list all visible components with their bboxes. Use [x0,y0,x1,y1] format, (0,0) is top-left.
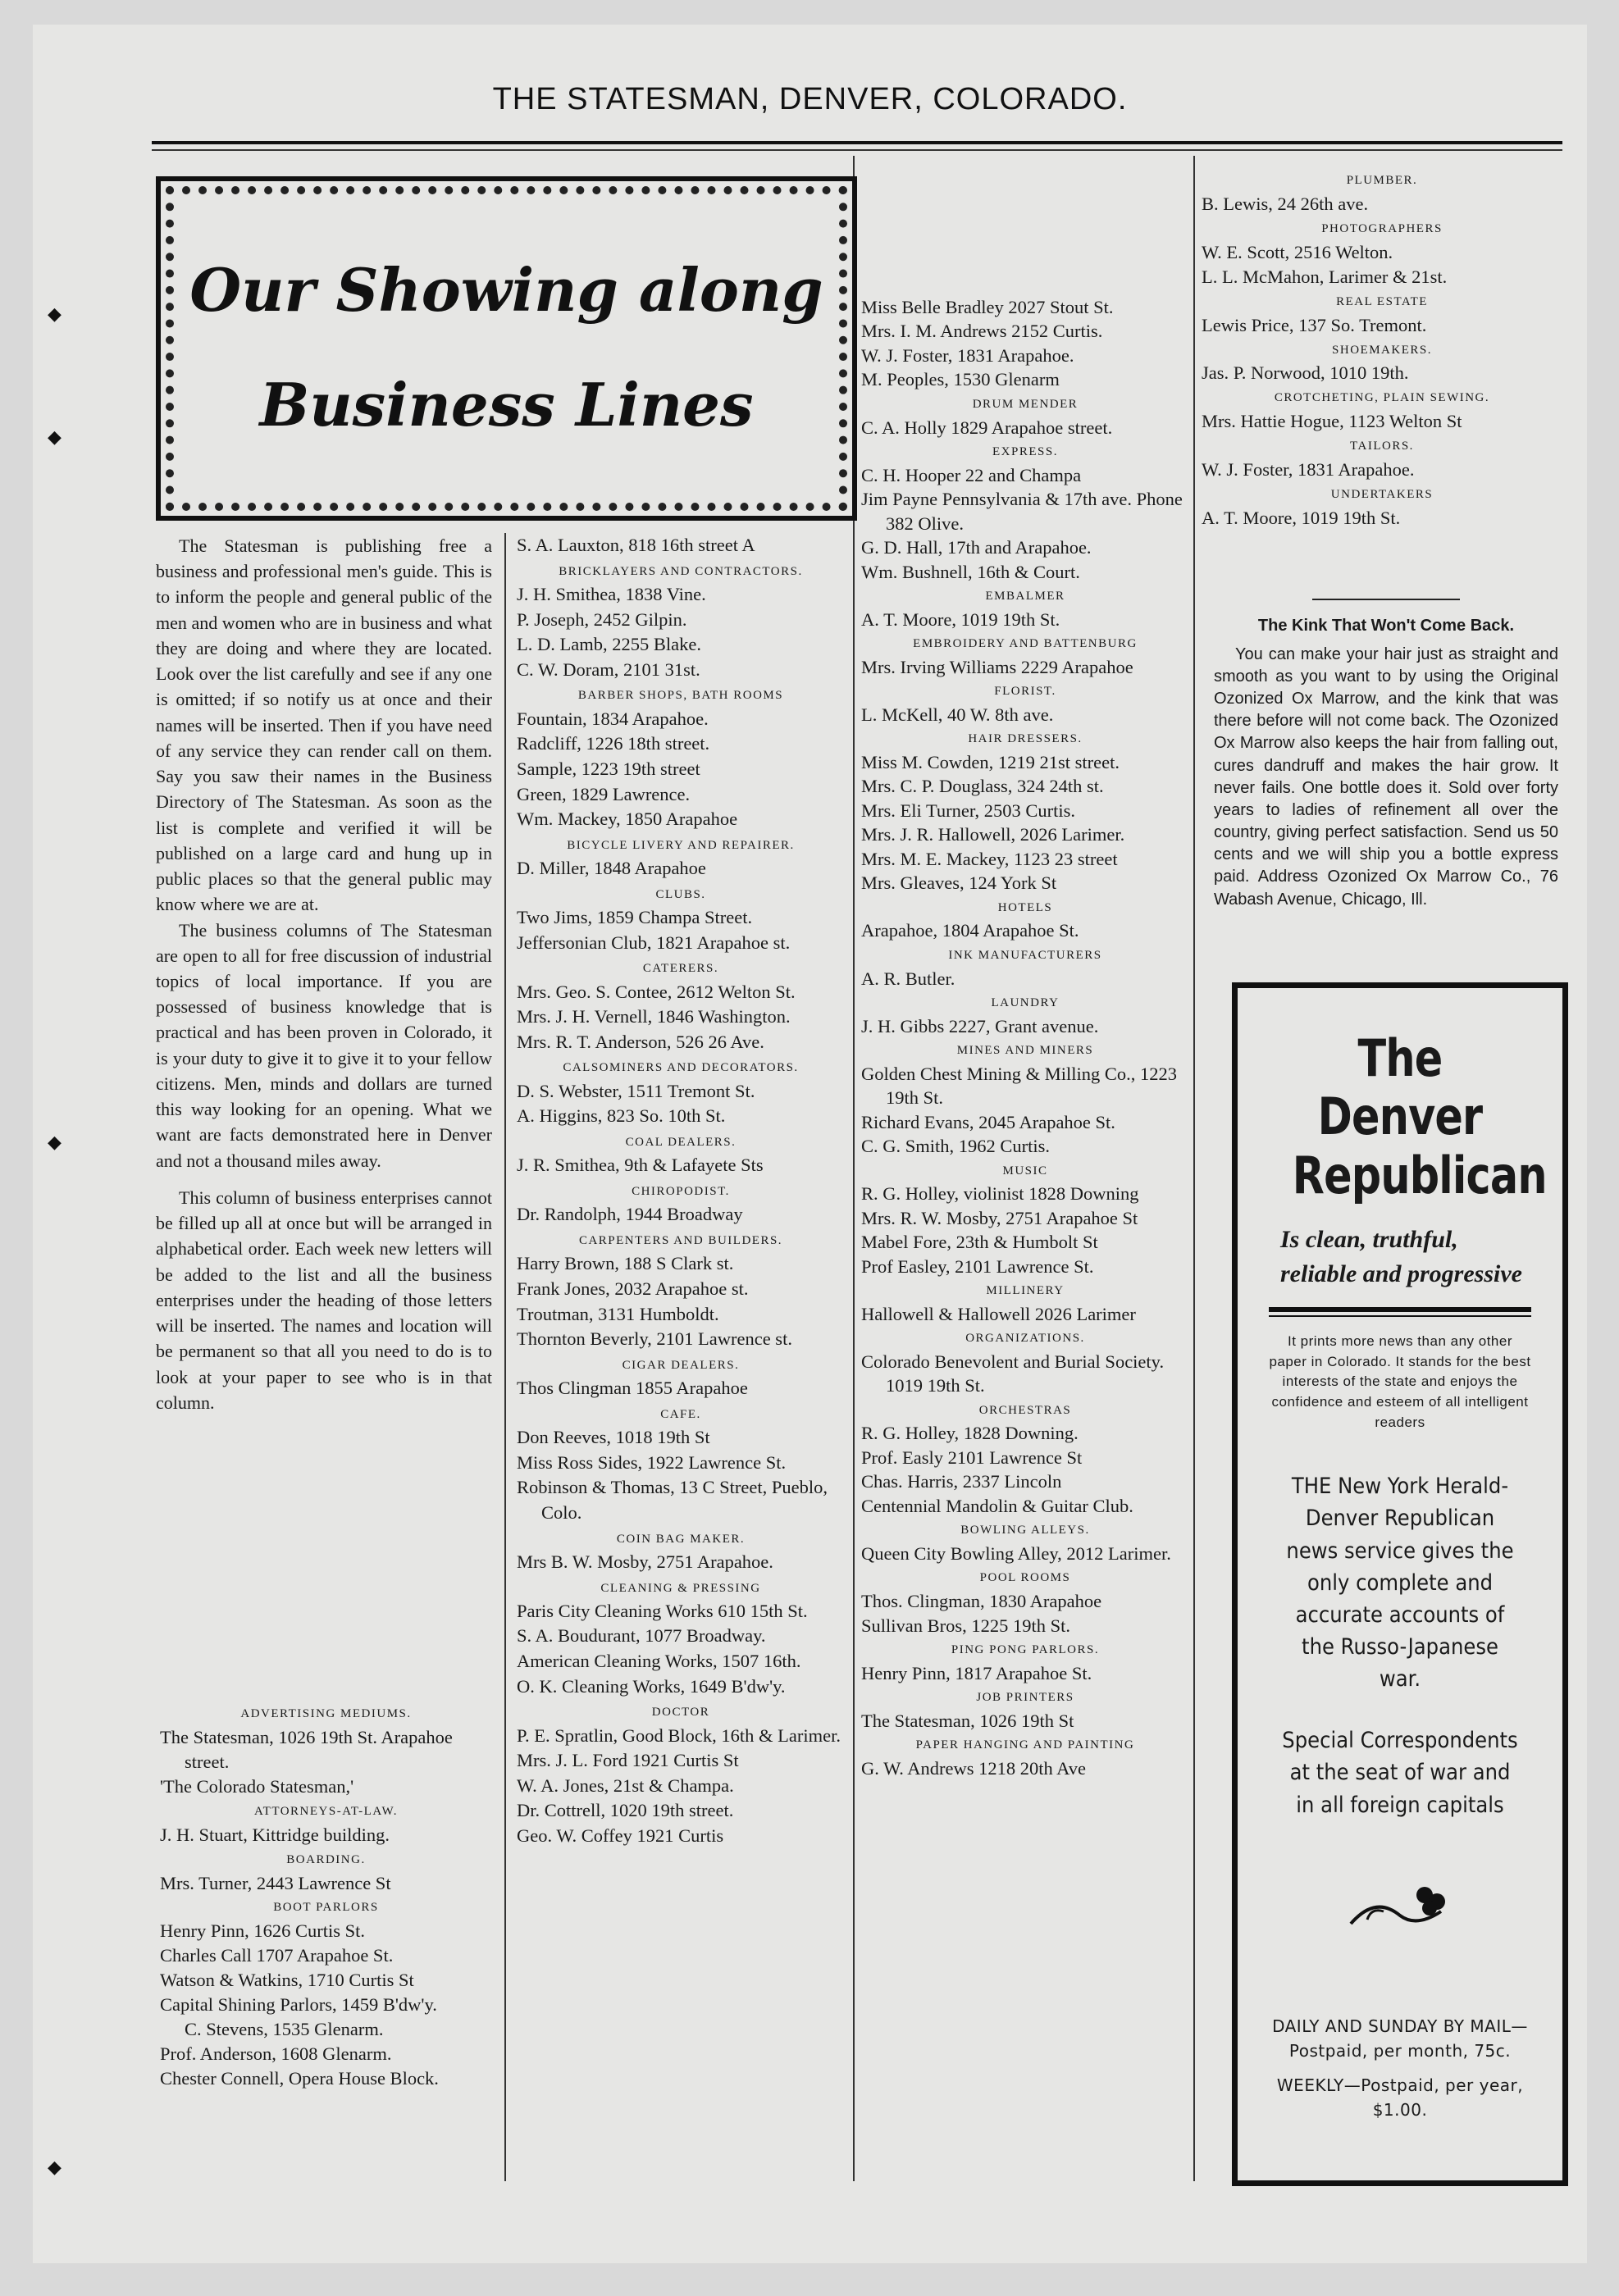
category-heading: EMBROIDERY AND BATTENBURG [913,637,1138,651]
directory-entry: Mrs. Irving Williams 2229 Arapahoe [861,656,1133,677]
directory-entry: Jim Payne Pennsylvania & 17th ave. Phone 382 Olive. [861,489,1183,534]
ad-news-service: THE New York Herald-Denver Republican news service gives the only complete and accurate accounts of the Russo-Japanese war. [1286,1474,1514,1692]
directory-entry: Radcliff, 1226 18th street. [517,733,710,754]
directory-entry: Robinson & Thomas, 13 C Street, Pueblo, Colo. [517,1477,828,1523]
directory-entry: Don Reeves, 1018 19th St [517,1427,710,1448]
directory-entry: W. E. Scott, 2516 Welton. [1202,241,1393,262]
category-heading: CIGAR DEALERS. [622,1358,740,1372]
directory-entry: O. K. Cleaning Works, 1649 B'dw'y. [517,1675,786,1697]
directory-entry: Mrs. Hattie Hogue, 1123 Welton St [1202,411,1462,432]
category-heading: UNDERTAKERS [1330,488,1434,502]
category-heading: DRUM MENDER [972,397,1079,411]
margin-bullet-icon: ◆ [48,1132,62,1152]
category-heading: ORCHESTRAS [978,1403,1072,1417]
divider [1312,599,1460,600]
category-heading: SHOEMAKERS. [1332,343,1432,357]
category-heading: CLUBS. [655,887,706,901]
directory-col1 [160,1702,492,2091]
category-heading: DOCTOR [651,1706,710,1720]
directory-entry: Two Jims, 1859 Champa Street. [517,907,753,928]
directory-entry: Green, 1829 Lawrence. [517,783,691,804]
directory-entry: Golden Chest Mining & Milling Co., 1223 19th St. [861,1063,1178,1109]
directory-entry: Mrs. Turner, 2443 Lawrence St [160,1872,391,1893]
margin-bullet-icon: ◆ [48,2157,62,2177]
category-heading: COAL DEALERS. [625,1136,737,1150]
masthead: THE STATESMAN, DENVER, COLORADO. [492,82,1128,116]
directory-entry: Henry Pinn, 1817 Arapahoe St. [861,1662,1092,1683]
directory-entry: W. J. Foster, 1831 Arapahoe. [861,344,1074,366]
category-heading: BICYCLE LIVERY AND REPAIRER. [567,838,795,852]
masthead-rule [152,141,1562,144]
directory-entry: J. H. Smithea, 1838 Vine. [517,583,706,604]
directory-entry: Richard Evans, 2045 Arapahoe St. [861,1111,1115,1132]
directory-col2 [517,533,845,1849]
directory-entry: W. J. Foster, 1831 Arapahoe. [1202,459,1415,481]
directory-entry: M. Peoples, 1530 Glenarm [861,369,1060,390]
directory-entry: Arapahoe, 1804 Arapahoe St. [861,920,1079,941]
directory-entry: Centennial Mandolin & Guitar Club. [861,1495,1133,1516]
category-heading: BOWLING ALLEYS. [960,1524,1090,1538]
kink-body: You can make your hair just as straight and smooth as you want to by using the Original Ozonized Ox Marrow, and the kink that was there before will not come back. The Ozonized Ox Marrow also keeps the hair from falling out, cures dandruff and makes the hair grow. It never fails. One bottle does it. Sold over forty years to ladies of refinement all over the country, giving perfect satisfaction. Send us 50 cents and we will ship you a bottle express paid. Address Ozonized Ox Marrow Co., 76 Wabash Avenue, Chicago, Ill. [1214,645,1558,909]
ad-title-line1: The Denver [1317,1028,1483,1147]
directory-entry: Mrs. Geo. S. Contee, 2612 Welton St. [517,981,796,1002]
directory-entry: L. McKell, 40 W. 8th ave. [861,704,1054,725]
directory-entry: D. S. Webster, 1511 Tremont St. [517,1080,755,1101]
directory-entry: The Statesman, 1026 19th St. Arapahoe street. [160,1726,453,1772]
directory-entry: Thos Clingman 1855 Arapahoe [517,1378,748,1399]
category-heading: FLORIST. [994,685,1056,699]
directory-entry: Mabel Fore, 23th & Humbolt St [861,1232,1098,1253]
category-heading: PING PONG PARLORS. [951,1643,1100,1656]
directory-entry: Harry Brown, 188 S Clark st. [517,1253,734,1274]
directory-entry: J. H. Stuart, Kittridge building. [160,1824,390,1845]
section-title-box [156,176,857,521]
directory-entry: Prof. Anderson, 1608 Glenarm. [160,2043,392,2064]
directory-entry: Hallowell & Hallowell 2026 Larimer [861,1303,1136,1324]
directory-entry: Wm. Mackey, 1850 Arapahoe [517,809,738,830]
denver-republican-ad [1232,982,1568,2186]
directory-entry: C. H. Hooper 22 and Champa [861,464,1082,485]
ad-correspondents: Special Correspondents at the seat of war and in all foreign capitals [1282,1728,1518,1818]
directory-entry: B. Lewis, 24 26th ave. [1202,193,1369,214]
directory-entry: G. D. Hall, 17th and Arapahoe. [861,537,1092,558]
directory-entry: G. W. Andrews 1218 20th Ave [861,1757,1086,1779]
directory-entry: J. H. Gibbs 2227, Grant avenue. [861,1015,1099,1036]
directory-entry: Mrs. C. P. Douglass, 324 24th st. [861,776,1104,797]
directory-entry: C. G. Smith, 1962 Curtis. [861,1136,1051,1157]
directory-entry: P. E. Spratlin, Good Block, 16th & Larimer. [517,1724,841,1746]
directory-entry: Dr. Cottrell, 1020 19th street. [517,1800,734,1821]
directory-entry: Mrs. R. W. Mosby, 2751 Arapahoe St [861,1207,1138,1228]
directory-entry: Frank Jones, 2032 Arapahoe st. [517,1278,749,1299]
category-heading: EMBALMER [985,589,1065,603]
section-title-line2: Business Lines [259,370,754,440]
directory-entry: 'The Colorado Statesman,' [160,1775,354,1797]
category-heading: HAIR DRESSERS. [968,732,1083,746]
directory-entry: American Cleaning Works, 1507 16th. [517,1651,801,1672]
category-heading: CARPENTERS AND BUILDERS. [578,1234,783,1247]
directory-entry: Thornton Beverly, 2101 Lawrence st. [517,1328,792,1350]
directory-entry: Paris City Cleaning Works 610 15th St. [517,1600,808,1621]
directory-entry: C. A. Holly 1829 Arapahoe street. [861,417,1113,438]
directory-entry: A. T. Moore, 1019 19th St. [1202,508,1401,529]
directory-entry: C. Stevens, 1535 Glenarm. [185,2019,384,2040]
directory-entry: The Statesman, 1026 19th St [861,1710,1074,1731]
directory-entry: Dr. Randolph, 1944 Broadway [517,1204,743,1225]
directory-entry: Thos. Clingman, 1830 Arapahoe [861,1591,1102,1612]
directory-entry: Jeffersonian Club, 1821 Arapahoe st. [517,932,791,953]
directory-entry: L. D. Lamb, 2255 Blake. [517,634,701,655]
directory-entry: S. A. Lauxton, 818 16th street A [517,535,755,555]
category-heading: CALSOMINERS AND DECORATORS. [563,1061,799,1075]
directory-col3 [861,295,1189,1780]
category-heading: ORGANIZATIONS. [965,1332,1085,1346]
category-heading: JOB PRINTERS [976,1691,1074,1705]
category-heading: EXPRESS. [992,444,1058,458]
directory-entry: Mrs. R. T. Anderson, 526 26 Ave. [517,1031,764,1052]
directory-entry: S. A. Boudurant, 1077 Broadway. [517,1625,766,1647]
directory-entry: Mrs. I. M. Andrews 2152 Curtis. [861,321,1103,342]
directory-entry: Mrs B. W. Mosby, 2751 Arapahoe. [517,1551,773,1572]
directory-entry: Fountain, 1834 Arapahoe. [517,708,709,729]
category-heading: INK MANUFACTURERS [948,948,1102,962]
intro-paragraph: This column of business enterprises cannot be filled up all at once but will be arranged in alphabetical order. Each week new letters will be added to the list and all the business enterprises under the heading of those letters will be inserted. The names and location will be permanent so that all you need to do is to look at your paper to see who is in that column. [156,1187,492,1413]
kink-advertisement [1214,599,1558,911]
directory-entry: Miss Ross Sides, 1922 Lawrence St. [517,1451,787,1473]
category-heading: ATTORNEYS-AT-LAW. [253,1804,398,1818]
category-heading: BRICKLAYERS AND CONTRACTORS. [559,564,803,578]
directory-entry: P. Joseph, 2452 Gilpin. [517,608,687,630]
intro-column [156,533,492,1415]
category-heading: CROTCHETING, PLAIN SEWING. [1274,391,1490,405]
directory-entry: Wm. Bushnell, 16th & Court. [861,561,1080,582]
category-heading: LAUNDRY [991,995,1060,1009]
directory-entry: Chester Connell, Opera House Block. [160,2067,439,2089]
masthead-rule-thin [152,149,1562,151]
category-heading: TAILORS. [1350,440,1414,453]
directory-entry: A. Higgins, 823 So. 10th St. [517,1105,726,1127]
directory-entry: Charles Call 1707 Arapahoe St. [160,1945,394,1966]
directory-entry: Miss Belle Bradley 2027 Stout St. [861,297,1114,317]
directory-entry: Miss M. Cowden, 1219 21st street. [861,751,1120,772]
directory-entry: Prof. Easly 2101 Lawrence St [861,1446,1083,1468]
kink-title: The Kink That Won't Come Back. [1257,617,1515,635]
category-heading: BARBER SHOPS, BATH ROOMS [577,689,784,703]
ad-daily-price: DAILY AND SUNDAY BY MAIL—Postpaid, per month, 75c. [1272,2016,1528,2061]
intro-paragraph: The business columns of The Statesman are open to all for free discussion of industrial topics of local importance. If you are possessed of business knowledge that is practical and has been proven in Colorado, it is your duty to give it to give it to your fellow citizens. Men, minds and dollars are turned this way looking for an opening. What we want are facts demonstrated here in Denver and not a thousand miles away. [156,919,492,1171]
directory-entry: Watson & Watkins, 1710 Curtis St [160,1970,414,1991]
directory-entry: Prof Easley, 2101 Lawrence St. [861,1255,1094,1277]
clover-ornament-icon [1269,1879,1531,1940]
directory-entry: C. W. Doram, 2101 31st. [517,658,700,680]
directory-entry: Lewis Price, 137 So. Tremont. [1202,314,1427,335]
ad-rule-thin [1269,1315,1531,1317]
category-heading: MINES AND MINERS [956,1044,1094,1058]
directory-col4 [1202,168,1562,531]
category-heading: BOARDING. [286,1852,366,1866]
directory-entry: Mrs. J. R. Hallowell, 2026 Larimer. [861,824,1125,845]
directory-entry: R. G. Holley, violinist 1828 Downing [861,1183,1139,1205]
category-heading: CLEANING & PRESSING [600,1581,761,1595]
section-title-line1: Our Showing along [189,255,823,325]
category-heading: CAFE. [660,1407,701,1421]
category-heading: MUSIC [1002,1164,1048,1178]
directory-entry: A. T. Moore, 1019 19th St. [861,608,1060,630]
directory-entry: Mrs. J. H. Vernell, 1846 Washington. [517,1006,791,1027]
category-heading: REAL ESTATE [1336,294,1428,308]
directory-entry: Colorado Benevolent and Burial Society. 1019 19th St. [861,1351,1165,1396]
intro-paragraph: The Statesman is publishing free a business and professional men's guide. This is to inform the people and general public of the men and women who are in business and what they are doing and where they are located. Look over the list carefully and see if any one is omitted; if so notify us at once and their names will be inserted. Then if you have need of any service they can render call on them. Say you saw their names in the Business Directory of The Statesman. As soon as the list is complete and verified it will be published on a large card and hung up in public places so that the general public may know where we are at. [156,535,492,915]
directory-entry: Chas. Harris, 2337 Lincoln [861,1471,1062,1492]
category-heading: COIN BAG MAKER. [616,1532,746,1546]
directory-entry: Capital Shining Parlors, 1459 B'dw'y. [160,1994,437,2016]
directory-entry: Troutman, 3131 Humboldt. [517,1303,719,1324]
directory-entry: W. A. Jones, 21st & Champa. [517,1774,734,1796]
category-heading: MILLINERY [986,1284,1065,1298]
ad-weekly-price: WEEKLY—Postpaid, per year, $1.00. [1276,2075,1524,2120]
column-rule [1193,156,1195,2181]
ad-blurb: It prints more news than any other paper in Colorado. It stands for the best interests of the state and enjoys the confidence and esteem of all intelligent readers [1269,1333,1531,1430]
directory-entry: Mrs. Eli Turner, 2503 Curtis. [861,800,1076,821]
directory-entry: D. Miller, 1848 Arapahoe [517,858,706,879]
directory-entry: Mrs. J. L. Ford 1921 Curtis St [517,1750,739,1771]
ad-title-line2: Republican [1292,1145,1547,1205]
directory-entry: L. L. McMahon, Larimer & 21st. [1202,266,1448,287]
category-heading: ADVERTISING MEDIUMS. [240,1707,412,1720]
margin-bullet-icon: ◆ [48,303,62,324]
category-heading: PHOTOGRAPHERS [1321,221,1443,235]
margin-bullet-icon: ◆ [48,426,62,447]
directory-entry: J. R. Smithea, 9th & Lafayete Sts [517,1155,764,1176]
directory-entry: Geo. W. Coffey 1921 Curtis [517,1825,724,1847]
directory-entry: Henry Pinn, 1626 Curtis St. [160,1920,366,1942]
directory-entry: Jas. P. Norwood, 1010 19th. [1202,362,1409,384]
category-heading: PLUMBER. [1346,174,1418,187]
category-heading: PAPER HANGING AND PAINTING [915,1738,1135,1752]
column-rule [504,533,506,2181]
category-heading: BOOT PARLORS [273,1901,379,1915]
ad-rule [1269,1307,1531,1312]
directory-entry: Sullivan Bros, 1225 19th St. [861,1615,1071,1636]
category-heading: CATERERS. [642,962,719,976]
category-heading: HOTELS [997,900,1053,914]
directory-entry: Sample, 1223 19th street [517,758,700,779]
category-heading: CHIROPODIST. [632,1185,730,1199]
ad-subtitle: Is clean, truthful, reliable and progressive [1280,1225,1522,1288]
category-heading: POOL ROOMS [979,1571,1071,1585]
directory-entry: Mrs. Gleaves, 124 York St [861,872,1057,894]
newspaper-page [33,25,1587,2263]
directory-entry: A. R. Butler. [861,968,955,989]
directory-entry: Mrs. M. E. Mackey, 1123 23 street [861,848,1118,869]
directory-entry: Queen City Bowling Alley, 2012 Larimer. [861,1542,1171,1564]
directory-entry: R. G. Holley, 1828 Downing. [861,1423,1079,1444]
